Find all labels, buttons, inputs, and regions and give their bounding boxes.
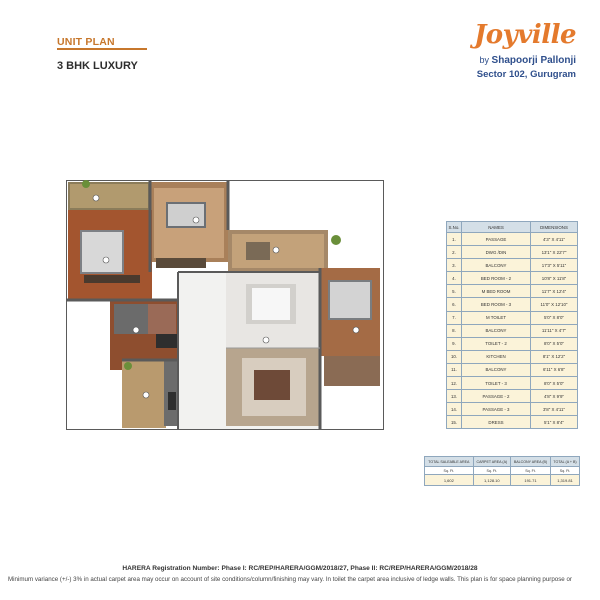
table-row	[447, 285, 578, 298]
table-row	[447, 311, 578, 324]
byline-company: Shapoorji Pallonji	[491, 55, 576, 66]
area-value-carpet: 1,128.10	[473, 475, 510, 486]
row-sno: 2.	[447, 246, 462, 259]
table-row	[447, 416, 578, 429]
row-sno: 15.	[447, 416, 462, 429]
row-name: PASSAGE - 2	[462, 390, 531, 403]
row-dimension: 6'11" X 6'8"	[531, 363, 578, 376]
row-name: BED ROOM - 2	[462, 272, 531, 285]
row-sno: 10.	[447, 350, 462, 363]
header-underline	[57, 48, 147, 50]
table-row	[447, 390, 578, 403]
area-value-balcony: 191.71	[510, 475, 550, 486]
table-row	[447, 377, 578, 390]
row-sno: 12.	[447, 377, 462, 390]
area-unit: Sq. Ft.	[510, 467, 550, 475]
row-name: M TOILET	[462, 311, 531, 324]
row-name: DRESS	[462, 416, 531, 429]
area-values-row	[425, 475, 580, 486]
row-sno: 11.	[447, 363, 462, 376]
row-sno: 3.	[447, 259, 462, 272]
row-name: TOILET - 3	[462, 377, 531, 390]
table-row	[447, 272, 578, 285]
row-dimension: 11'0" X 12'10"	[531, 298, 578, 311]
plan-header-label: UNIT PLAN	[57, 36, 115, 48]
row-sno: 13.	[447, 390, 462, 403]
header-names: NAMES	[462, 222, 531, 233]
area-header-total: TOTAL (A + B)	[551, 457, 580, 467]
row-sno: 7.	[447, 311, 462, 324]
row-sno: 9.	[447, 337, 462, 350]
row-sno: 8.	[447, 324, 462, 337]
row-name: TOILET - 2	[462, 337, 531, 350]
row-name: DWG /DIN	[462, 246, 531, 259]
row-dimension: 4'8" X 9'9"	[531, 390, 578, 403]
row-name: BALCONY	[462, 324, 531, 337]
row-name: PASSAGE - 3	[462, 403, 531, 416]
area-header-row	[425, 457, 580, 467]
plan-type-title: 3 BHK LUXURY	[57, 60, 138, 72]
room-dimensions-table	[446, 221, 578, 429]
row-dimension: 13'1" X 22'7"	[531, 246, 578, 259]
floor-plan-illustration	[66, 180, 384, 430]
area-units-row	[425, 467, 580, 475]
area-header-carpet: CARPET AREA (A)	[473, 457, 510, 467]
row-name: BALCONY	[462, 363, 531, 376]
area-header-balcony: BALCONY AREA (B)	[510, 457, 550, 467]
area-unit: Sq. Ft.	[473, 467, 510, 475]
row-sno: 4.	[447, 272, 462, 285]
row-dimension: 11'7" X 12'4"	[531, 285, 578, 298]
row-dimension: 11'11" X 4'7"	[531, 324, 578, 337]
row-name: M BED ROOM	[462, 285, 531, 298]
area-header-saleable: TOTAL SALEABLE AREA	[425, 457, 474, 467]
header-dimensions: DIMENSIONS	[531, 222, 578, 233]
row-name: BED ROOM - 3	[462, 298, 531, 311]
brand-wordmark: Joyville	[473, 20, 576, 50]
table-row	[447, 324, 578, 337]
brand-location: Sector 102, Gurugram	[476, 69, 576, 80]
row-dimension: 5'1" X 8'4"	[531, 416, 578, 429]
table-row	[447, 337, 578, 350]
area-summary-table	[424, 456, 580, 486]
table-row	[447, 233, 578, 246]
brand-logo	[456, 20, 576, 90]
row-sno: 14.	[447, 403, 462, 416]
row-sno: 5.	[447, 285, 462, 298]
area-unit: Sq. Ft.	[425, 467, 474, 475]
table-row	[447, 350, 578, 363]
row-dimension: 3'8" X 4'11"	[531, 403, 578, 416]
row-dimension: 4'3" X 4'11"	[531, 233, 578, 246]
area-value-total: 1,319.81	[551, 475, 580, 486]
table-row	[447, 363, 578, 376]
row-dimension: 8'0" X 5'0"	[531, 337, 578, 350]
room-table-header	[447, 222, 578, 233]
area-value-saleable: 1,602	[425, 475, 474, 486]
table-row	[447, 259, 578, 272]
byline-prefix: by	[479, 55, 490, 65]
row-name: PASSAGE	[462, 233, 531, 246]
row-dimension: 8'0" X 5'0"	[531, 377, 578, 390]
table-row	[447, 298, 578, 311]
row-dimension: 10'8" X 11'8"	[531, 272, 578, 285]
row-sno: 6.	[447, 298, 462, 311]
table-row	[447, 246, 578, 259]
row-sno: 1.	[447, 233, 462, 246]
row-dimension: 5'0" X 8'0"	[531, 311, 578, 324]
row-dimension: 17'3" X 5'11"	[531, 259, 578, 272]
registration-number: HARERA Registration Number: Phase I: RC/REP/HARERA/GGM/2018/27, Phase II: RC/REP/HARERA/GGM/2018/28	[122, 565, 478, 572]
area-unit: Sq. Ft.	[551, 467, 580, 475]
brand-byline	[480, 55, 576, 66]
row-name: BALCONY	[462, 259, 531, 272]
row-name: KITCHEN	[462, 350, 531, 363]
disclaimer-text: Minimum variance (+/-) 3% in actual carpet area may occur on account of site conditions/column/finishing may vary. In toilet the carpet area inclusive of ledge walls. This plan is for space planning purpose or	[8, 576, 572, 583]
header-sno: S.No.	[447, 222, 462, 233]
row-dimension: 8'1" X 12'2"	[531, 350, 578, 363]
table-row	[447, 403, 578, 416]
